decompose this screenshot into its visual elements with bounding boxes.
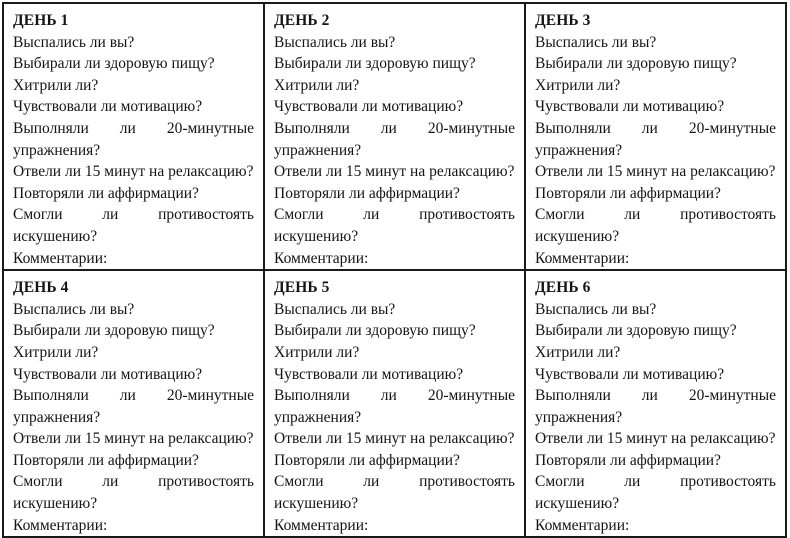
table-row bbox=[3, 3, 786, 270]
question-item: Смогли ли противостоять искушению? bbox=[13, 473, 254, 513]
question-item: Смогли ли противостоять искушению? bbox=[13, 206, 254, 245]
comments-label: Комментарии: bbox=[535, 516, 630, 534]
question-item: Повторяли ли аффирмации? bbox=[274, 184, 460, 202]
day-cell-content bbox=[526, 4, 785, 269]
table-body bbox=[3, 3, 786, 537]
question-item: Повторяли ли аффирмации? bbox=[535, 451, 721, 469]
question-item: Хитрили ли? bbox=[535, 343, 621, 361]
question-item: Чувствовали ли мотивацию? bbox=[535, 98, 725, 116]
day-heading: ДЕНЬ 5 bbox=[274, 279, 330, 297]
question-item: Выбирали ли здоровую пищу? bbox=[274, 55, 476, 73]
question-item: Выспались ли вы? bbox=[274, 300, 396, 318]
day-heading: ДЕНЬ 4 bbox=[13, 279, 69, 297]
question-item: Смогли ли противостоять искушению? bbox=[274, 206, 515, 245]
question-item: Повторяли ли аффирмации? bbox=[13, 451, 199, 469]
question-item: Отвели ли 15 минут на релаксацию? bbox=[274, 163, 515, 181]
day-cell-content bbox=[265, 271, 524, 536]
question-item: Чувствовали ли мотивацию? bbox=[274, 365, 464, 383]
comments-label: Комментарии: bbox=[13, 516, 108, 534]
question-item: Хитрили ли? bbox=[535, 76, 621, 94]
question-item: Выполняли ли 20-минутные упражнения? bbox=[274, 119, 515, 159]
question-item: Хитрили ли? bbox=[274, 76, 360, 94]
question-item: Выспались ли вы? bbox=[13, 300, 135, 318]
question-item: Выспались ли вы? bbox=[535, 300, 657, 318]
question-item: Выполняли ли 20-минутные упражнения? bbox=[535, 387, 776, 426]
question-list bbox=[274, 299, 515, 537]
question-item: Отвели ли 15 минут на релаксацию? bbox=[535, 163, 776, 181]
question-item: Выспались ли вы? bbox=[274, 33, 396, 51]
question-item: Отвели ли 15 минут на релаксацию? bbox=[13, 163, 254, 181]
day-heading: ДЕНЬ 3 bbox=[535, 12, 591, 29]
question-item: Выполняли ли 20-минутные упражнения? bbox=[535, 119, 776, 159]
question-item: Выбирали ли здоровую пищу? bbox=[274, 322, 476, 340]
question-item: Выполняли ли 20-минутные упражнения? bbox=[13, 387, 254, 426]
question-item: Повторяли ли аффирмации? bbox=[13, 184, 199, 202]
table-row bbox=[3, 270, 786, 537]
question-item: Выбирали ли здоровую пищу? bbox=[13, 322, 215, 340]
question-list bbox=[535, 299, 776, 537]
comments-label: Комментарии: bbox=[535, 249, 630, 267]
day-heading: ДЕНЬ 6 bbox=[535, 279, 591, 297]
question-item: Повторяли ли аффирмации? bbox=[535, 184, 721, 202]
question-item: Хитрили ли? bbox=[274, 343, 360, 361]
comments-label: Комментарии: bbox=[274, 516, 369, 534]
day-cell-4 bbox=[3, 270, 264, 537]
day-heading: ДЕНЬ 1 bbox=[13, 12, 69, 29]
day-cell-5 bbox=[264, 270, 525, 537]
day-heading: ДЕНЬ 2 bbox=[274, 12, 330, 29]
question-list bbox=[535, 32, 776, 270]
question-item: Чувствовали ли мотивацию? bbox=[13, 365, 203, 383]
question-list bbox=[13, 299, 254, 537]
question-item: Отвели ли 15 минут на релаксацию? bbox=[13, 430, 254, 448]
comments-label: Комментарии: bbox=[13, 249, 108, 267]
question-item: Отвели ли 15 минут на релаксацию? bbox=[535, 430, 776, 448]
question-item: Хитрили ли? bbox=[13, 76, 99, 94]
day-cell-6 bbox=[525, 270, 786, 537]
question-item: Выбирали ли здоровую пищу? bbox=[535, 55, 737, 73]
question-item: Смогли ли противостоять искушению? bbox=[274, 473, 515, 513]
question-item: Выбирали ли здоровую пищу? bbox=[535, 322, 737, 340]
question-item: Смогли ли противостоять искушению? bbox=[535, 473, 776, 513]
question-item: Смогли ли противостоять искушению? bbox=[535, 206, 776, 245]
day-cell-content bbox=[4, 4, 263, 269]
day-cell-3 bbox=[525, 3, 786, 270]
day-cell-content bbox=[526, 271, 785, 536]
day-checklist-table bbox=[2, 2, 787, 538]
question-item: Выспались ли вы? bbox=[13, 33, 135, 51]
question-item: Выспались ли вы? bbox=[535, 33, 657, 51]
question-item: Выполняли ли 20-минутные упражнения? bbox=[13, 119, 254, 159]
question-list bbox=[13, 32, 254, 270]
comments-label: Комментарии: bbox=[274, 249, 369, 267]
question-item: Чувствовали ли мотивацию? bbox=[13, 98, 203, 116]
question-item: Выбирали ли здоровую пищу? bbox=[13, 55, 215, 73]
day-cell-2 bbox=[264, 3, 525, 270]
question-item: Чувствовали ли мотивацию? bbox=[535, 365, 725, 383]
question-item: Чувствовали ли мотивацию? bbox=[274, 98, 464, 116]
question-item: Хитрили ли? bbox=[13, 343, 99, 361]
question-item: Отвели ли 15 минут на релаксацию? bbox=[274, 430, 515, 448]
question-list bbox=[274, 32, 515, 270]
day-cell-1 bbox=[3, 3, 264, 270]
day-cell-content bbox=[265, 4, 524, 269]
question-item: Повторяли ли аффирмации? bbox=[274, 451, 460, 469]
day-cell-content bbox=[4, 271, 263, 536]
question-item: Выполняли ли 20-минутные упражнения? bbox=[274, 387, 515, 426]
